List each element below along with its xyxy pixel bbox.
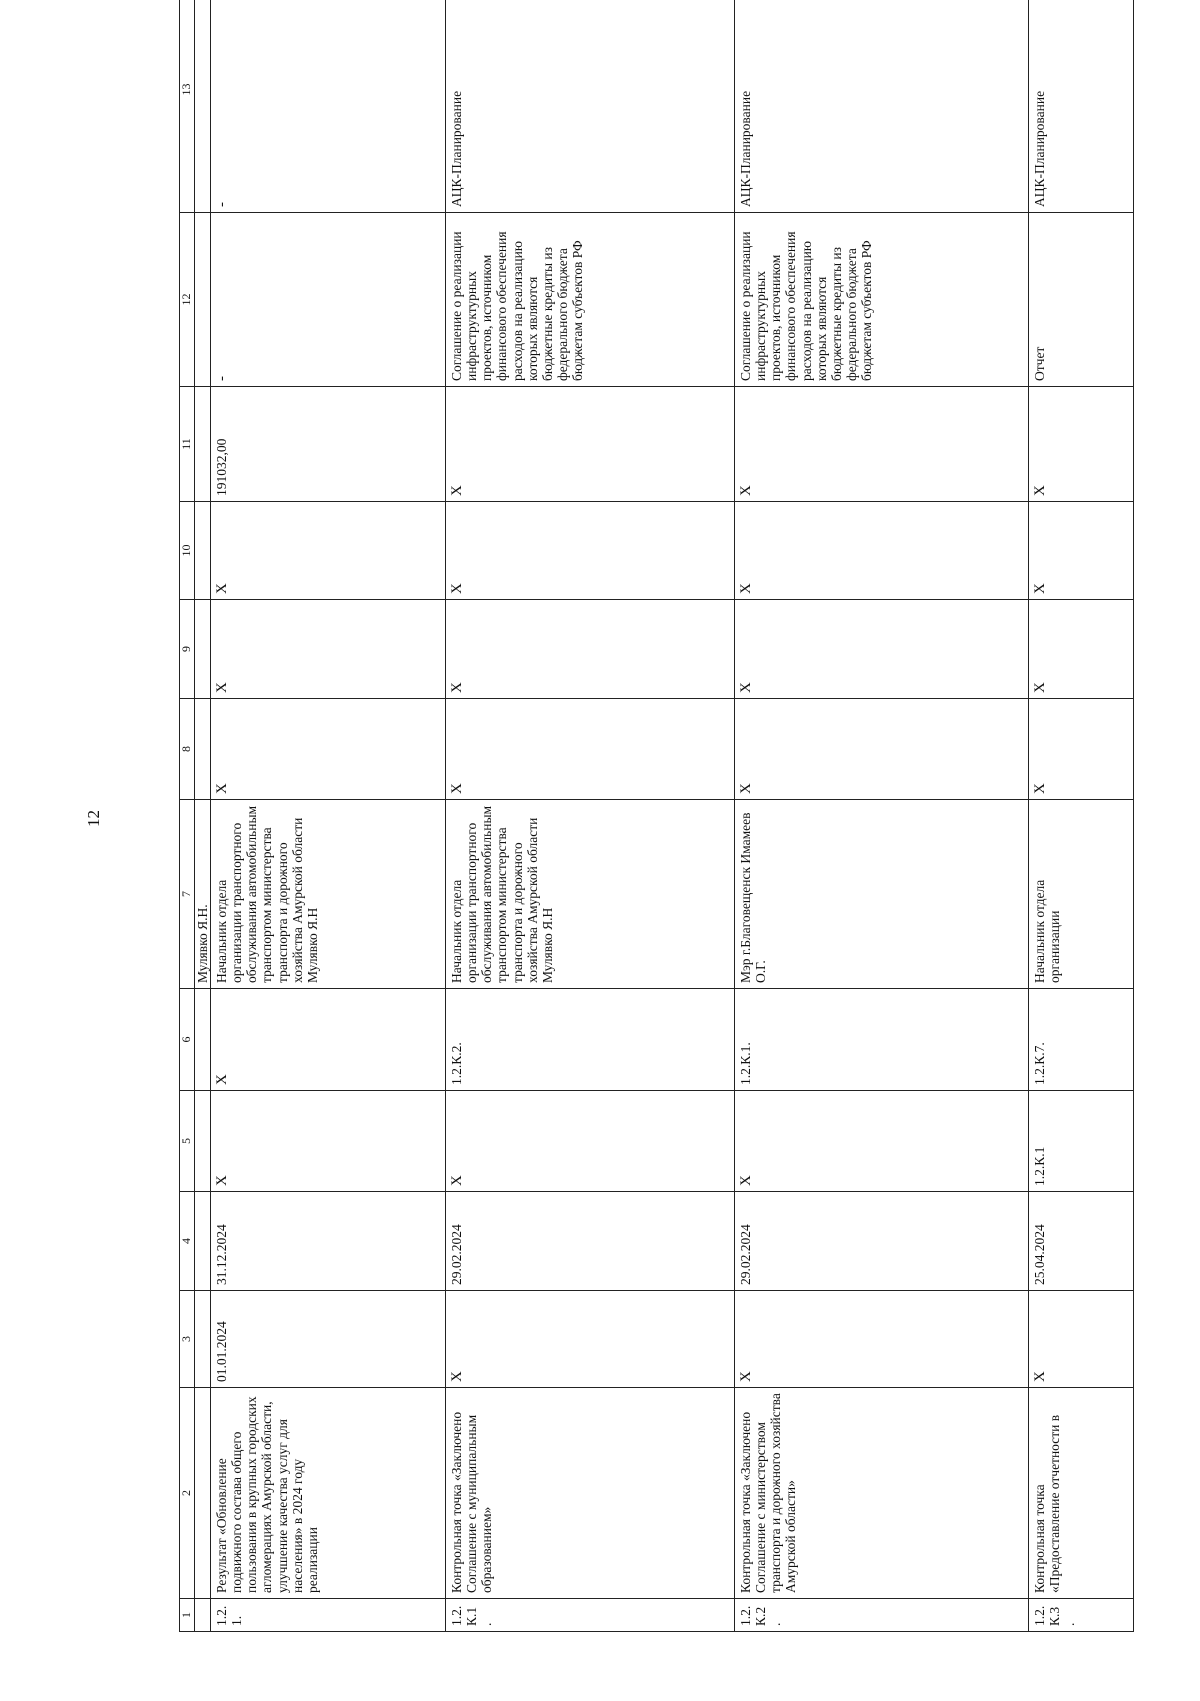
column-number: 3 (180, 1291, 195, 1388)
table-cell: 31.12.2024 (211, 1192, 446, 1291)
table-cell: X (446, 502, 735, 600)
table-cell: АЦК-Планирование (446, 0, 735, 213)
table-cell: Соглашение о реализации инфраструктурных проектов, источником финансового обеспечения расходов на реализацию которых являются бюджетные кредиты из федерального бюджета бюджетам субъектов РФ (735, 213, 1029, 387)
column-number: 5 (180, 1091, 195, 1192)
table-cell: Отчет (1029, 213, 1134, 387)
table-cell: X (1029, 387, 1134, 502)
table-cell: 1.2.К.2. (735, 1599, 1029, 1632)
table-cell: - (211, 0, 446, 213)
column-number: 8 (180, 699, 195, 800)
table-cell: X (1029, 1291, 1134, 1388)
column-number: 13 (180, 0, 195, 213)
table-cell: X (211, 1091, 446, 1192)
rotated-table-wrapper (179, 67, 1127, 1632)
table-cell: Соглашение о реализации инфраструктурных проектов, источником финансового обеспечения расходов на реализацию которых являются бюджетные кредиты из федерального бюджета бюджетам субъектов РФ (446, 213, 735, 387)
table-cell: 1.2.К.1. (735, 989, 1029, 1091)
table-cell: X (211, 699, 446, 800)
table-cell: X (211, 989, 446, 1091)
table-cell: X (735, 1091, 1029, 1192)
table-cell: Результат «Обновление подвижного состава общего пользования в крупных городских агломерациях Амурской области, улучшение качества услуг для населения» в 2024 году реализации (211, 1388, 446, 1599)
table-cell: 1.2.К.3. (1029, 1599, 1134, 1632)
table-cell: X (735, 699, 1029, 800)
column-number: 12 (180, 213, 195, 387)
table-cell: X (211, 502, 446, 600)
table-cell: 29.02.2024 (446, 1192, 735, 1291)
table-cell: Контрольная точка «Предоставление отчетности в (1029, 1388, 1134, 1599)
table-cell: X (735, 600, 1029, 699)
table-cell: Начальник отдела организации транспортного обслуживания автомобильным транспортом министерства транспорта и дорожного хозяйства Амурской области Мулявко Я.Н (446, 800, 735, 989)
table-cell (195, 502, 211, 600)
table-cell: X (211, 600, 446, 699)
table-cell (195, 1192, 211, 1291)
table-cell: X (446, 1091, 735, 1192)
table-row (1029, 0, 1134, 1632)
table-cell (195, 0, 211, 213)
table-cell: X (1029, 502, 1134, 600)
table-cell (195, 1388, 211, 1599)
table-cell (195, 1091, 211, 1192)
table-cell: Контрольная точка «Заключено Соглашение с муниципальным образованием» (446, 1388, 735, 1599)
table-cell (195, 213, 211, 387)
table-cell: Контрольная точка «Заключено Соглашение с министерством транспорта и дорожного хозяйства Амурской области» (735, 1388, 1029, 1599)
table-cell: X (446, 387, 735, 502)
table-cell (195, 600, 211, 699)
continuation-row (195, 0, 211, 1632)
column-number-row (180, 0, 195, 1632)
table-row (211, 0, 446, 1632)
table-cell: X (446, 699, 735, 800)
table-cell (195, 1599, 211, 1632)
table-row (446, 0, 735, 1632)
column-number: 9 (180, 600, 195, 699)
table-cell: 1.2.1. (211, 1599, 446, 1632)
table-cell (195, 989, 211, 1091)
column-number: 1 (180, 1599, 195, 1632)
table-cell: X (446, 600, 735, 699)
table-cell: Начальник отдела организации транспортного обслуживания автомобильным транспортом министерства транспорта и дорожного хозяйства Амурской области Мулявко Я.Н (211, 800, 446, 989)
column-number: 2 (180, 1388, 195, 1599)
table-cell (195, 1291, 211, 1388)
table-cell: АЦК-Планирование (735, 0, 1029, 213)
table-cell: X (735, 1291, 1029, 1388)
table-cell: 1.2.К.2. (446, 989, 735, 1091)
table-cell: Мэр г.Благовещенск Имамеев О.Г. (735, 800, 1029, 989)
table-cell: X (1029, 600, 1134, 699)
page-number: 12 (84, 810, 103, 827)
table-cell (195, 387, 211, 502)
column-number: 6 (180, 989, 195, 1091)
table-cell: X (735, 502, 1029, 600)
table-cell: 01.01.2024 (211, 1291, 446, 1388)
table-cell: Начальник отдела организации (1029, 800, 1134, 989)
table-cell: 1.2.К.1. (446, 1599, 735, 1632)
column-number: 7 (180, 800, 195, 989)
table-cell: 25.04.2024 (1029, 1192, 1134, 1291)
table-cell: 1.2.К.7. (1029, 989, 1134, 1091)
table-cell: X (1029, 699, 1134, 800)
table-cell: 191032,00 (211, 387, 446, 502)
table-cell: - (211, 213, 446, 387)
table-cell: АЦК-Планирование (1029, 0, 1134, 213)
table-cell: 29.02.2024 (735, 1192, 1029, 1291)
table-cell: X (446, 1291, 735, 1388)
column-number: 10 (180, 502, 195, 600)
table-cell: X (735, 387, 1029, 502)
table-cell: Мулявко Я.Н. (195, 800, 211, 989)
table-cell: 1.2.К.1 (1029, 1091, 1134, 1192)
column-number: 11 (180, 387, 195, 502)
column-number: 4 (180, 1192, 195, 1291)
table-cell (195, 699, 211, 800)
plan-table (179, 0, 1134, 1632)
table-row (735, 0, 1029, 1632)
